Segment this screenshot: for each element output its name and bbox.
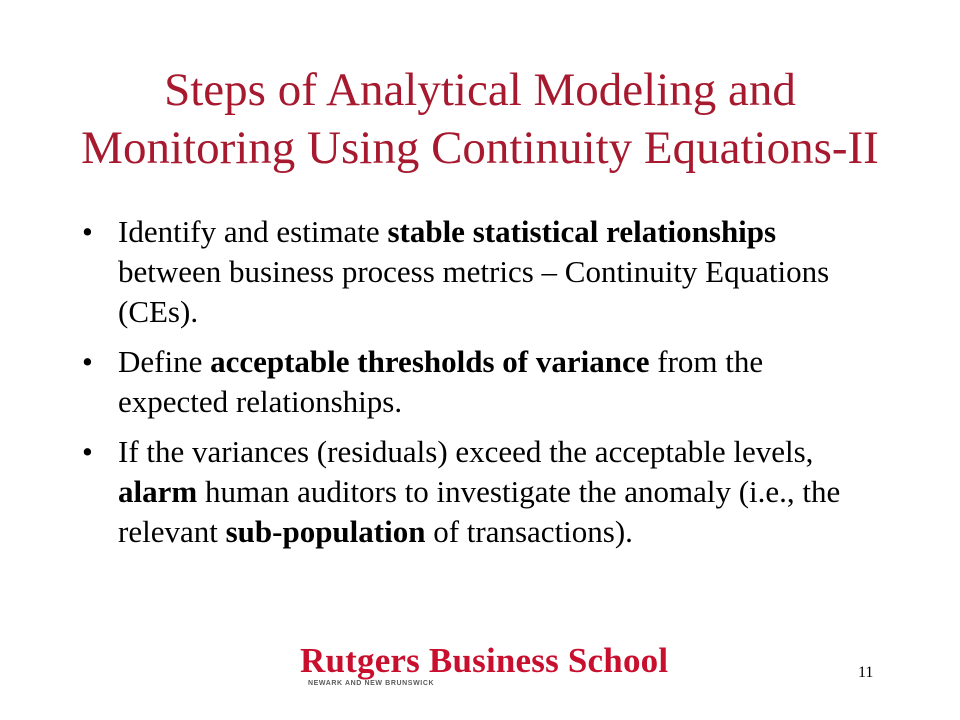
bullet-text-part: human auditors to investigate the anomaly (i.e., the relevant	[118, 474, 841, 549]
bullet-text-part: of transactions).	[425, 514, 633, 549]
bullet-text-part: between business process metrics – Continuity Equations (CEs).	[118, 254, 830, 329]
bullet-dot: •	[82, 214, 93, 249]
page-number: 11	[858, 664, 874, 681]
rutgers-business-school-logo	[300, 641, 670, 689]
bullet-text-bold: acceptable thresholds of variance	[210, 344, 650, 379]
bullet-dot: •	[82, 434, 93, 469]
title-line-2: Monitoring Using Continuity Equations-II	[81, 122, 879, 175]
bullet-text-bold: sub-population	[225, 514, 426, 549]
bullet-item	[82, 432, 872, 552]
bullet-text-part: If the variances (residuals) exceed the acceptable levels,	[118, 434, 814, 469]
bullet-text-bold: alarm	[118, 474, 198, 509]
bullet-text-part: Identify and estimate	[118, 214, 388, 249]
title-line-1: Steps of Analytical Modeling and	[164, 64, 796, 117]
bullet-dot: •	[82, 344, 93, 379]
logo-name: Rutgers Business School	[300, 641, 669, 680]
bullet-text-part: Define	[118, 344, 211, 379]
bullet-text-part: from the expected relationships.	[118, 344, 764, 419]
bullet-item	[82, 342, 872, 422]
bullet-list	[82, 212, 872, 562]
bullet-text-bold: stable statistical relationships	[387, 214, 777, 249]
bullet-item	[82, 212, 872, 332]
logo-subtitle: NEWARK AND NEW BRUNSWICK	[308, 680, 435, 687]
slide-title	[20, 61, 940, 177]
